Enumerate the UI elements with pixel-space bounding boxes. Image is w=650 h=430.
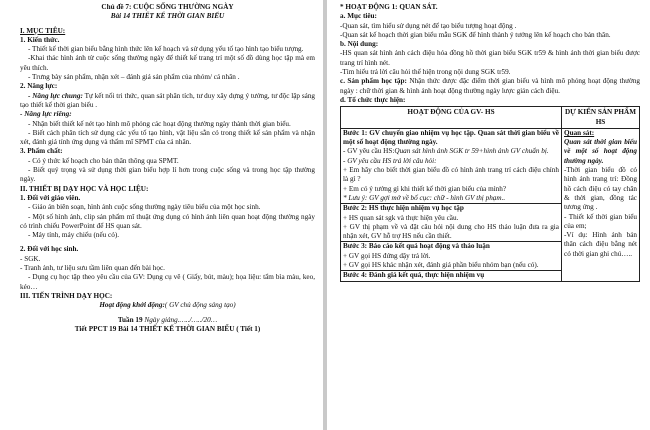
- organization-label: d. Tổ chức thực hiện:: [340, 95, 406, 104]
- competence-general-label: - Năng lực chung:: [28, 91, 83, 100]
- competence-specific-2: - Biết cách phân tích sử dụng các yếu tố tạo hình, vật liệu sẵn có trong thiết kế sản phẩm và nhận xét, đánh giá tính ứng dụng và thẩm mĩ SPMT của cá nhân.: [20, 128, 315, 147]
- knowledge-1: - Thiết kế thời gian biểu bằng hình thức lên kế hoạch và sử dụng yếu tố tạo hình tạo biểu tượng.: [28, 45, 304, 54]
- step3-item-2: + GV gọi HS khác nhận xét, đánh giá phần biểu nhóm bạn (nếu có).: [343, 261, 539, 270]
- knowledge-3: - Trưng bày sản phẩm, nhận xét – đánh giá sản phẩm của nhóm/ cá nhân .: [28, 73, 240, 82]
- result-title: Quan sát:: [564, 128, 595, 137]
- step4-title: Bước 4: Đánh giá kết quả, thực hiện nhiệm vụ: [343, 271, 485, 280]
- right-page: [327, 0, 650, 430]
- left-page: [0, 0, 323, 430]
- heading-teacher: 1. Đối với giáo viên.: [20, 193, 81, 202]
- section-process: III. TIẾN TRÌNH DẠY HỌC:: [20, 291, 113, 300]
- section-equipment: II. THIẾT BỊ DẠY HỌC VÀ HỌC LIỆU:: [20, 184, 149, 193]
- step1-question-1: + Em hãy cho biết thời gian biểu đồ có hình ảnh trang trí cách điệu chính là gì ?: [343, 166, 559, 184]
- competence-general: [20, 92, 315, 111]
- quality-2: - Biết quý trọng và sử dụng thời gian biểu hợp lí hơn trong cuộc sống và trong học tập thường ngày.: [20, 166, 315, 184]
- step2-item-2: + GV thị phạm về và đặt câu hỏi nội dung cho HS thảo luận đưa ra gia nhận xét, GV hỗ trợ HS nếu cần thiết.: [343, 222, 559, 241]
- objective-2: -Quan sát kế hoạch thời gian biểu mẫu SGK để hình thành ý tưởng lên kế hoạch cho bản thân.: [340, 30, 611, 39]
- activity-table: [340, 106, 640, 281]
- step4-block: [341, 270, 561, 280]
- heading-competence: 2. Năng lực:: [20, 82, 58, 91]
- competence-general-text: Tự kết nối tri thức, quan sát phân tích, tư duy xây dựng ý tưởng, tư độc lập sáng tạo thiết kế thời gian biểu .: [20, 91, 316, 109]
- activity-title: * HOẠT ĐỘNG 1: QUAN SÁT.: [340, 3, 438, 11]
- topic-title: Chủ đề 7: CUỘC SỐNG THƯỜNG NGÀY: [101, 3, 234, 11]
- product-label: c. Sản phẩm học tập:: [340, 77, 407, 86]
- step3-title: Bước 3: Báo cáo kết quả hoạt động và thảo luận: [343, 242, 490, 251]
- teaching-date: Ngày giảng.…../…../20…: [144, 315, 218, 324]
- teacher-1: - Giáo án biên soạn, hình ảnh cuộc sống thường ngày tiêu biểu của một học sinh.: [28, 203, 261, 212]
- result-2: - Thiết kế thời gian biểu của em;: [564, 212, 637, 230]
- step1-answer-request: - GV yêu cầu HS trả lời câu hỏi:: [343, 156, 437, 165]
- content-2: -Tìm hiểu trả lời câu hỏi thể hiện trong nội dung SGK tr59.: [340, 68, 511, 77]
- content-label: b. Nội dung:: [340, 40, 379, 49]
- student-1: - SGK.: [20, 254, 41, 263]
- step1-title: Bước 1: GV chuyển giao nhiệm vụ học tập. Quan sát thời gian biểu về một số hoạt động thường ngày.: [343, 128, 559, 147]
- step3-block: [341, 241, 561, 270]
- expected-product-cell: [562, 128, 640, 281]
- heading-knowledge: 1. Kiến thức.: [20, 35, 60, 44]
- warmup-activity: [20, 301, 315, 310]
- objective-1: -Quan sát, tìm hiểu sử dụng nét để tạo biểu tượng hoạt động .: [340, 21, 517, 30]
- objective-label: a. Mục tiêu:: [340, 12, 377, 21]
- step2-block: [341, 203, 561, 241]
- quality-1: - Có ý thức kế hoạch cho bản thân thông qua SPMT.: [28, 156, 179, 165]
- step1-note: * Lưu ý: GV gợi mở về bố cục: chữ - hình GV thị phạm..: [343, 193, 506, 202]
- product-paragraph: [340, 77, 640, 96]
- teacher-2: - Một số hình ảnh, clip sản phẩm mĩ thuật ứng dụng có hình ảnh liên quan hoạt động thường ngày có trình chiếu PowerPoint để HS quan sát.: [20, 212, 315, 230]
- step2-item-1: + HS quan sát sgk và thực hiện yêu cầu.: [343, 213, 459, 222]
- lesson-title: Bài 14 THIẾT KẾ THỜI GIAN BIỂU: [110, 12, 225, 21]
- warmup-label: Hoạt động khởi động:: [99, 301, 165, 310]
- student-3: - Dụng cụ học tập theo yêu cầu của GV: Dụng cụ vẽ ( Giấy, bút, màu); họa liệu: tẩm bìa màu, keo, kéo…: [20, 273, 315, 291]
- teacher-student-cell: [341, 128, 562, 281]
- section-objectives: I. MỤC TIÊU:: [20, 26, 66, 35]
- warmup-text: ( GV chủ động sáng tạo): [164, 301, 236, 310]
- result-subtitle: Quan sát thời gian biểu về một số hoạt động thường ngày.: [564, 138, 637, 165]
- knowledge-2: -Khai thác hình ảnh từ cuộc sống thường ngày để thiết kế trang trí một số đồ dùng học tập mà em yêu thích.: [20, 54, 315, 72]
- product-text: Nhận thức được đặc điểm thời gian biểu và hình mô phỏng hoạt động thường ngày : chữ thời gian & hình ảnh hoạt động thường ngày lược giản cách điệu.: [340, 77, 641, 95]
- result-1: -Thời gian biểu đồ có hình ảnh trang trí: Đồng hồ cách điệu có tay chân & thời gian, đồng tác tương ứng .: [564, 166, 637, 212]
- week-label: Tuần 19: [117, 315, 143, 324]
- step1-question-2: + Em có ý tưởng gì khi thiết kế thời gian biểu của mình?: [343, 184, 507, 193]
- step1-request-lead: - GV yêu cầu HS:: [343, 147, 395, 156]
- heading-student: 2. Đối với học sinh.: [20, 245, 79, 254]
- table-row: [341, 128, 640, 281]
- header-expected-product: DỰ KIẾN SẢN PHẨM HS: [562, 107, 640, 129]
- competence-specific-1: - Nhận biết thiết kế nét tạo hình mô phỏng các hoạt động thường ngày thành thời gian biểu.: [28, 119, 291, 128]
- step1-request: [343, 147, 559, 156]
- header-teacher-student: HOẠT ĐỘNG CỦA GV- HS: [341, 107, 562, 129]
- step3-item-1: + GV gọi HS đứng dậy trả lời.: [343, 251, 431, 260]
- week-line: [20, 316, 315, 325]
- competence-specific-label: - Năng lực riêng:: [20, 110, 72, 119]
- student-2: - Tranh ảnh, tư liệu sưu tầm liên quan đến bài học.: [20, 264, 165, 273]
- table-header-row: [341, 107, 640, 129]
- result-3: -Ví dụ: Hình ảnh bản thân cách điệu bằng nét có thời gian ghi chú…..: [564, 231, 637, 258]
- step2-title: Bước 2: HS thực hiện nhiệm vụ học tập: [343, 204, 464, 213]
- teacher-3: - Máy tính, máy chiếu (nếu có).: [28, 231, 120, 240]
- content-1: -HS quan sát hình ảnh cách điệu hóa đồng hồ thời gian biểu SGK tr59 & hình ảnh thời gian biểu được trang trí hình nét.: [340, 49, 640, 67]
- step1-request-text: Quan sát hình ảnh SGK tr 59+hình ảnh GV chuẩn bị.: [394, 147, 549, 156]
- heading-qualities: 3. Phẩm chất:: [20, 147, 63, 156]
- lesson-period: Tiết PPCT 19 Bài 14 THIẾT KẾ THỜI GIAN BIỂU ( Tiết 1): [74, 324, 261, 333]
